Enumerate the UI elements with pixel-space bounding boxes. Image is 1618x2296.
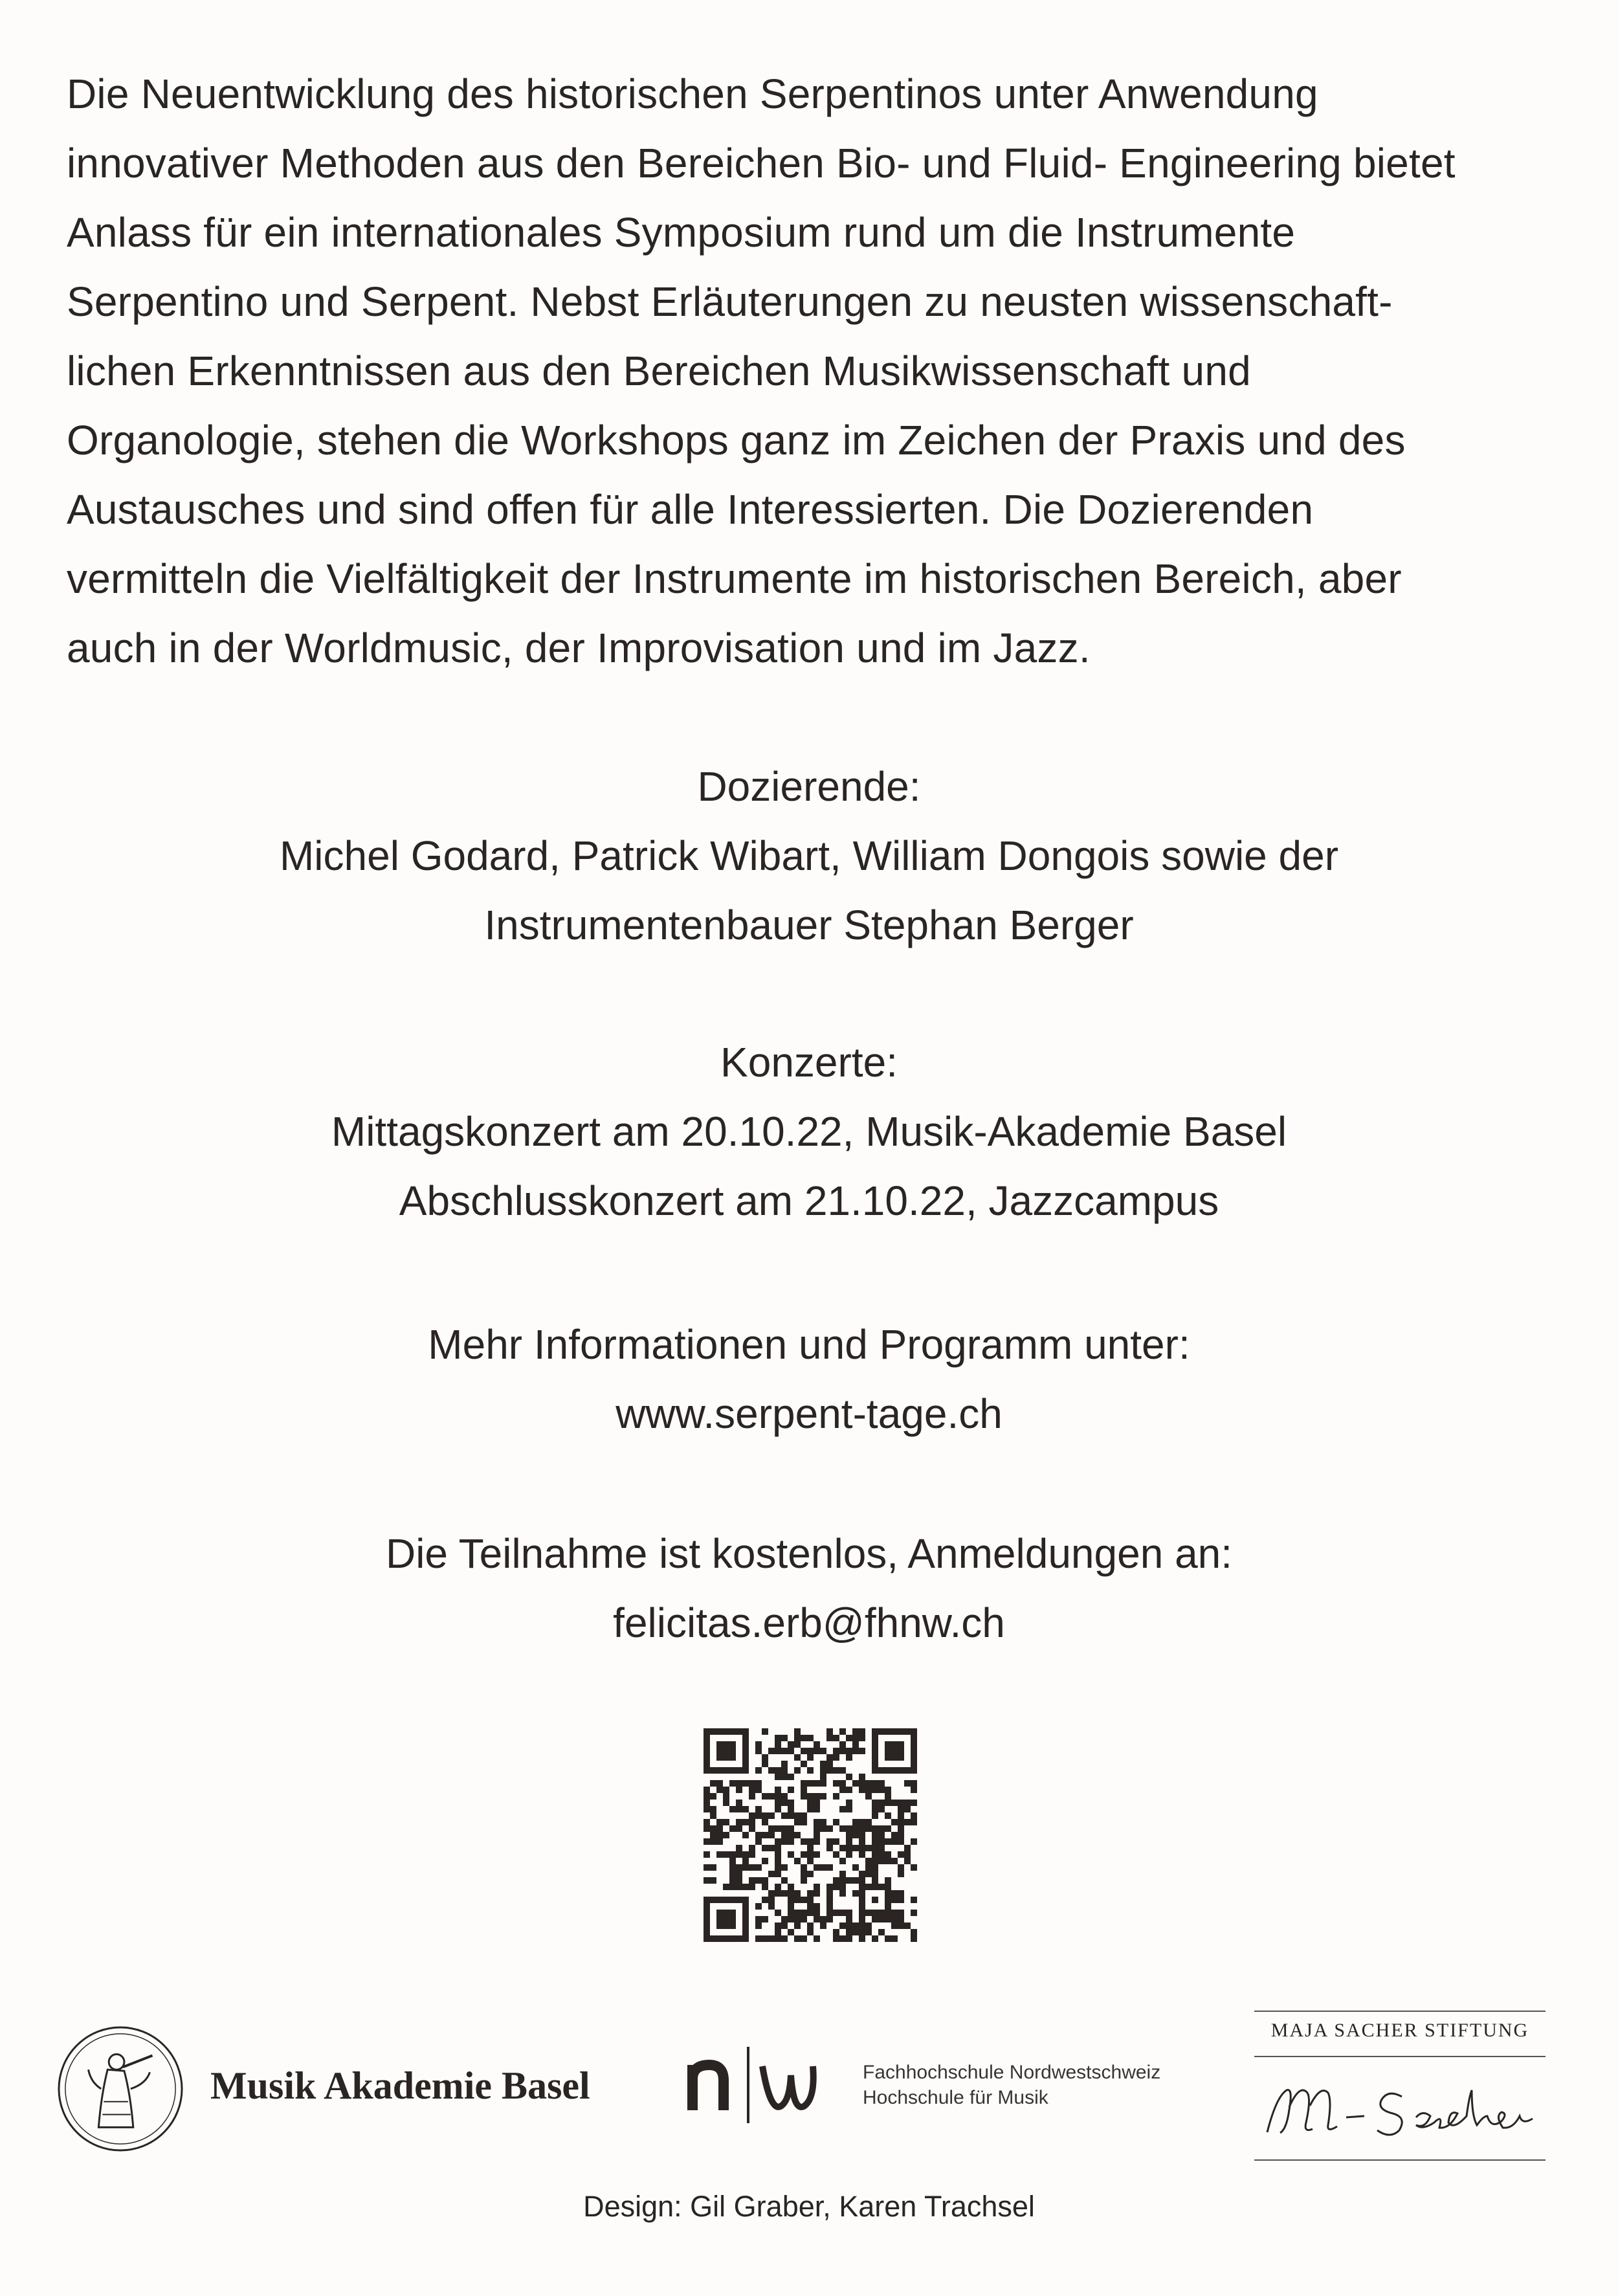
info-heading: Mehr Informationen und Programm unter: [428, 1321, 1190, 1368]
sacher-title: MAJA SACHER STIFTUNG [1270, 2020, 1529, 2041]
musik-akademie-name: Musik Akademie Basel [210, 2064, 590, 2107]
fhnw-text [863, 2060, 1160, 2110]
sacher-signature-icon [1261, 2071, 1539, 2148]
registration-heading: Die Teilnahme ist kostenlos, Anmeldungen an: [385, 1530, 1233, 1577]
maja-sacher-logo [1254, 2009, 1546, 2165]
lecturers-section [0, 752, 1618, 960]
info-url-link[interactable]: www.serpent-tage.ch [615, 1390, 1003, 1437]
intro-line: Organologie, stehen die Workshops ganz im Zeichen der Praxis und des [67, 417, 1406, 463]
lecturers-line: Instrumentenbauer Stephan Berger [484, 902, 1134, 948]
registration-section [0, 1519, 1618, 1658]
intro-line: Anlass für ein internationales Symposium rund um die Instrumente [67, 209, 1296, 256]
registration-email-link[interactable]: felicitas.erb@fhnw.ch [613, 1599, 1005, 1646]
intro-line: Die Neuentwicklung des historischen Serpentinos unter Anwendung [67, 71, 1318, 117]
qr-code-graphic [704, 1728, 917, 1942]
intro-line: auch in der Worldmusic, der Improvisation und im Jazz. [67, 625, 1091, 671]
fhnw-line: Fachhochschule Nordwestschweiz [863, 2062, 1161, 2083]
concerts-section [0, 1028, 1618, 1236]
divider [1254, 2056, 1546, 2057]
fhnw-line: Hochschule für Musik [863, 2087, 1048, 2108]
concert-item: Mittagskonzert am 20.10.22, Musik-Akademie Basel [331, 1108, 1287, 1155]
intro-line: lichen Erkenntnissen aus den Bereichen Musikwissenschaft und [67, 348, 1251, 394]
qr-code [704, 1728, 917, 1942]
intro-paragraph [67, 60, 1575, 683]
intro-line: innovativer Methoden aus den Bereichen Bio- und Fluid- Engineering bietet [67, 140, 1456, 186]
musik-akademie-seal-icon [56, 2025, 184, 2153]
lecturers-line: Michel Godard, Patrick Wibart, William Dongois sowie der [279, 832, 1339, 879]
divider [1254, 2011, 1546, 2012]
fhnw-logo-icon [686, 2039, 828, 2130]
info-section [0, 1310, 1618, 1449]
intro-line: vermitteln die Vielfältigkeit der Instrumente im historischen Bereich, aber [67, 555, 1402, 602]
divider [1254, 2159, 1546, 2161]
intro-line: Austausches und sind offen für alle Interessierten. Die Dozierenden [67, 486, 1314, 533]
design-credit: Design: Gil Graber, Karen Trachsel [583, 2190, 1035, 2223]
concerts-heading: Konzerte: [720, 1039, 898, 1086]
intro-line: Serpentino und Serpent. Nebst Erläuterungen zu neusten wissenschaft- [67, 278, 1393, 325]
lecturers-heading: Dozierende: [697, 763, 921, 810]
concert-item: Abschlusskonzert am 21.10.22, Jazzcampus [399, 1177, 1219, 1224]
